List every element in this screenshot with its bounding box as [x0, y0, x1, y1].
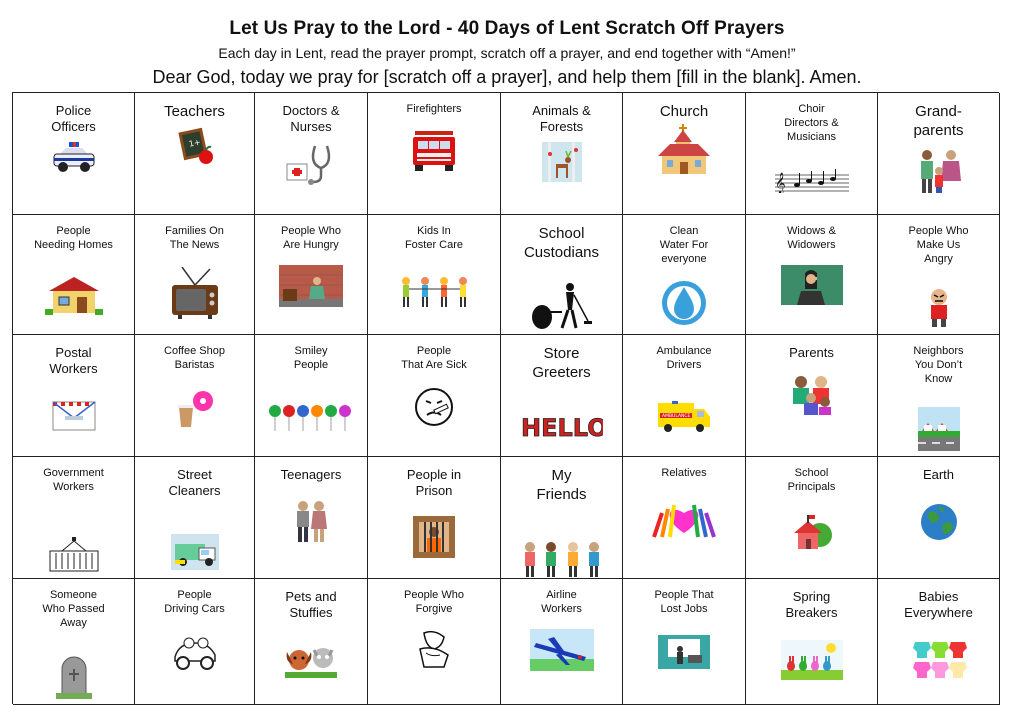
sick-face-icon	[414, 387, 454, 432]
school-icon	[790, 511, 834, 558]
heart-hands-icon	[648, 499, 720, 544]
chalkboard-apple-icon	[175, 126, 215, 171]
prayer-label: Police Officers	[51, 103, 96, 135]
prayer-label: Grand- parents	[913, 103, 964, 139]
gravestone-icon	[54, 655, 94, 704]
prayer-label: Smiley People	[293, 345, 329, 371]
stethoscope-icon	[285, 142, 337, 191]
prayer-label: Babies Everywhere	[904, 589, 973, 621]
page-title: Let Us Pray to the Lord - 40 Days of Lent Scratch Off Prayers	[229, 18, 785, 39]
prayer-cell[interactable]	[255, 335, 368, 457]
prayer-label: Airline Workers	[541, 589, 582, 615]
prayer-label: Coffee Shop Baristas	[164, 345, 225, 371]
spring-bunnies-icon	[781, 640, 843, 685]
family-icon	[915, 147, 963, 200]
prayer-cell[interactable]	[746, 335, 878, 457]
svg-text:HELLO: HELLO	[520, 414, 603, 441]
svg-text:1+: 1+	[187, 137, 201, 149]
coffee-donut-icon	[173, 389, 217, 434]
parents-icon	[789, 374, 835, 421]
baby-clothes-icon	[911, 638, 967, 687]
prayer-cell[interactable]	[135, 93, 255, 215]
angry-boy-icon	[924, 287, 954, 334]
prayer-label: People Needing Homes	[34, 225, 113, 251]
prayer-cell[interactable]	[878, 579, 1000, 705]
hungry-person-icon	[279, 265, 343, 312]
svg-text:AMBULANCE: AMBULANCE	[662, 414, 691, 419]
prayer-label: School Custodians	[523, 225, 600, 261]
prayer-label: Street Cleaners	[168, 467, 221, 499]
prayer-cell[interactable]	[368, 579, 501, 705]
envelope-icon	[51, 392, 97, 437]
forgive-icon	[414, 629, 454, 674]
prayer-cell[interactable]	[623, 457, 746, 579]
prayer-cell[interactable]	[368, 93, 501, 215]
prayer-cell[interactable]	[878, 335, 1000, 457]
prayer-cell[interactable]	[368, 215, 501, 335]
prayer-label: Church	[659, 103, 709, 120]
prayer-prompt: Dear God, today we pray for [scratch off a prayer], and help them [fill in the blank]. Amen.	[152, 67, 862, 87]
custodian-icon	[530, 281, 594, 336]
prayer-cell[interactable]	[255, 579, 368, 705]
prayer-cell[interactable]	[13, 457, 135, 579]
ambulance-icon	[656, 395, 712, 440]
prayer-cell[interactable]	[255, 457, 368, 579]
prayer-cell[interactable]	[135, 579, 255, 705]
television-icon	[170, 267, 220, 324]
prayer-label: Store Greeters	[532, 345, 591, 381]
friends-icon	[519, 539, 605, 584]
prayer-label: Pets and Stuffies	[285, 589, 337, 621]
prayer-cell[interactable]	[623, 579, 746, 705]
prayer-cell[interactable]	[746, 215, 878, 335]
prayer-cell[interactable]	[255, 215, 368, 335]
prayer-cell[interactable]	[878, 93, 1000, 215]
prayer-label: Earth	[922, 467, 955, 482]
prayer-label: Teachers	[164, 103, 225, 120]
prayer-cell[interactable]	[878, 457, 1000, 579]
hello-text-icon	[521, 413, 603, 446]
prayer-label: School Principals	[787, 467, 836, 493]
prayer-label: Choir Directors & Musicians	[784, 103, 839, 143]
lost-job-icon	[658, 635, 710, 674]
prayer-cell[interactable]	[501, 579, 623, 705]
white-house-icon	[48, 537, 100, 578]
prayer-cell[interactable]	[135, 457, 255, 579]
svg-text:𝄞: 𝄞	[774, 173, 786, 193]
prayer-cell[interactable]	[13, 335, 135, 457]
prayer-label: People Who Forgive	[404, 589, 464, 615]
pets-icon	[283, 644, 339, 685]
prayer-cell[interactable]	[746, 93, 878, 215]
prayer-label: Postal Workers	[49, 345, 98, 377]
house-icon	[45, 275, 103, 320]
prayer-cell[interactable]	[501, 93, 623, 215]
smiley-balloons-icon	[268, 401, 354, 438]
prayer-cell[interactable]	[255, 93, 368, 215]
prayer-cell[interactable]	[623, 215, 746, 335]
prayer-label: Widows & Widowers	[787, 225, 836, 251]
prayer-cell[interactable]	[623, 335, 746, 457]
prayer-cell[interactable]	[13, 579, 135, 705]
prayer-cell[interactable]	[623, 93, 746, 215]
prayer-label: People That Are Sick	[401, 345, 467, 371]
prayer-cell[interactable]	[501, 457, 623, 579]
prayer-label: Parents	[789, 345, 834, 360]
prayer-cell[interactable]	[368, 457, 501, 579]
prayer-label: People in Prison	[406, 467, 462, 499]
teenagers-icon	[293, 500, 329, 549]
prayer-label: Government Workers	[43, 467, 104, 493]
water-drop-icon	[660, 279, 708, 332]
prayer-label: Families On The News	[165, 225, 224, 251]
prayer-label: Spring Breakers	[785, 589, 838, 621]
prayer-cell[interactable]	[746, 579, 878, 705]
prayer-label: Ambulance Drivers	[656, 345, 712, 371]
neighborhood-icon	[918, 407, 960, 456]
prayer-label: People That Lost Jobs	[654, 589, 714, 615]
prayer-label: Firefighters	[406, 103, 462, 115]
prayer-label: Relatives	[661, 467, 707, 479]
prayer-label: Doctors & Nurses	[282, 103, 340, 135]
kids-holding-hands-icon	[397, 273, 471, 318]
prayer-grid	[12, 92, 999, 704]
prayer-cell[interactable]	[878, 215, 1000, 335]
prayer-label: People Who Make Us Angry	[908, 225, 969, 265]
prayer-label: People Driving Cars	[164, 589, 225, 615]
prayer-cell[interactable]	[746, 457, 878, 579]
prayer-label: Someone Who Passed Away	[42, 589, 105, 629]
prayer-label: Kids In Foster Care	[404, 225, 464, 251]
prayer-cell[interactable]	[135, 215, 255, 335]
street-sweeper-icon	[171, 534, 219, 575]
prayer-label: Neighbors You Don’t Know	[913, 345, 964, 385]
prison-icon	[413, 516, 455, 563]
prayer-cell[interactable]	[13, 215, 135, 335]
prayer-label: Animals & Forests	[532, 103, 591, 135]
airplane-icon	[530, 629, 594, 676]
grieving-woman-icon	[781, 265, 843, 310]
music-notes-icon	[775, 169, 849, 198]
prayer-label: My Friends	[536, 467, 587, 503]
globe-icon	[919, 502, 959, 547]
page-subtitle: Each day in Lent, read the prayer prompt, scratch off a prayer, and end together with “Amen!”	[218, 45, 796, 61]
police-car-icon	[50, 140, 98, 181]
prayer-cell[interactable]	[501, 215, 623, 335]
driving-car-icon	[171, 631, 219, 676]
prayer-cell[interactable]	[135, 335, 255, 457]
fire-truck-icon	[409, 129, 459, 178]
church-icon	[656, 124, 712, 181]
prayer-label: People Who Are Hungry	[281, 225, 341, 251]
prayer-cell[interactable]	[13, 93, 135, 215]
prayer-cell[interactable]	[501, 335, 623, 457]
prayer-cell[interactable]	[368, 335, 501, 457]
prayer-label: Teenagers	[280, 467, 342, 482]
prayer-label: Clean Water For everyone	[659, 225, 709, 265]
deer-forest-icon	[542, 142, 582, 187]
